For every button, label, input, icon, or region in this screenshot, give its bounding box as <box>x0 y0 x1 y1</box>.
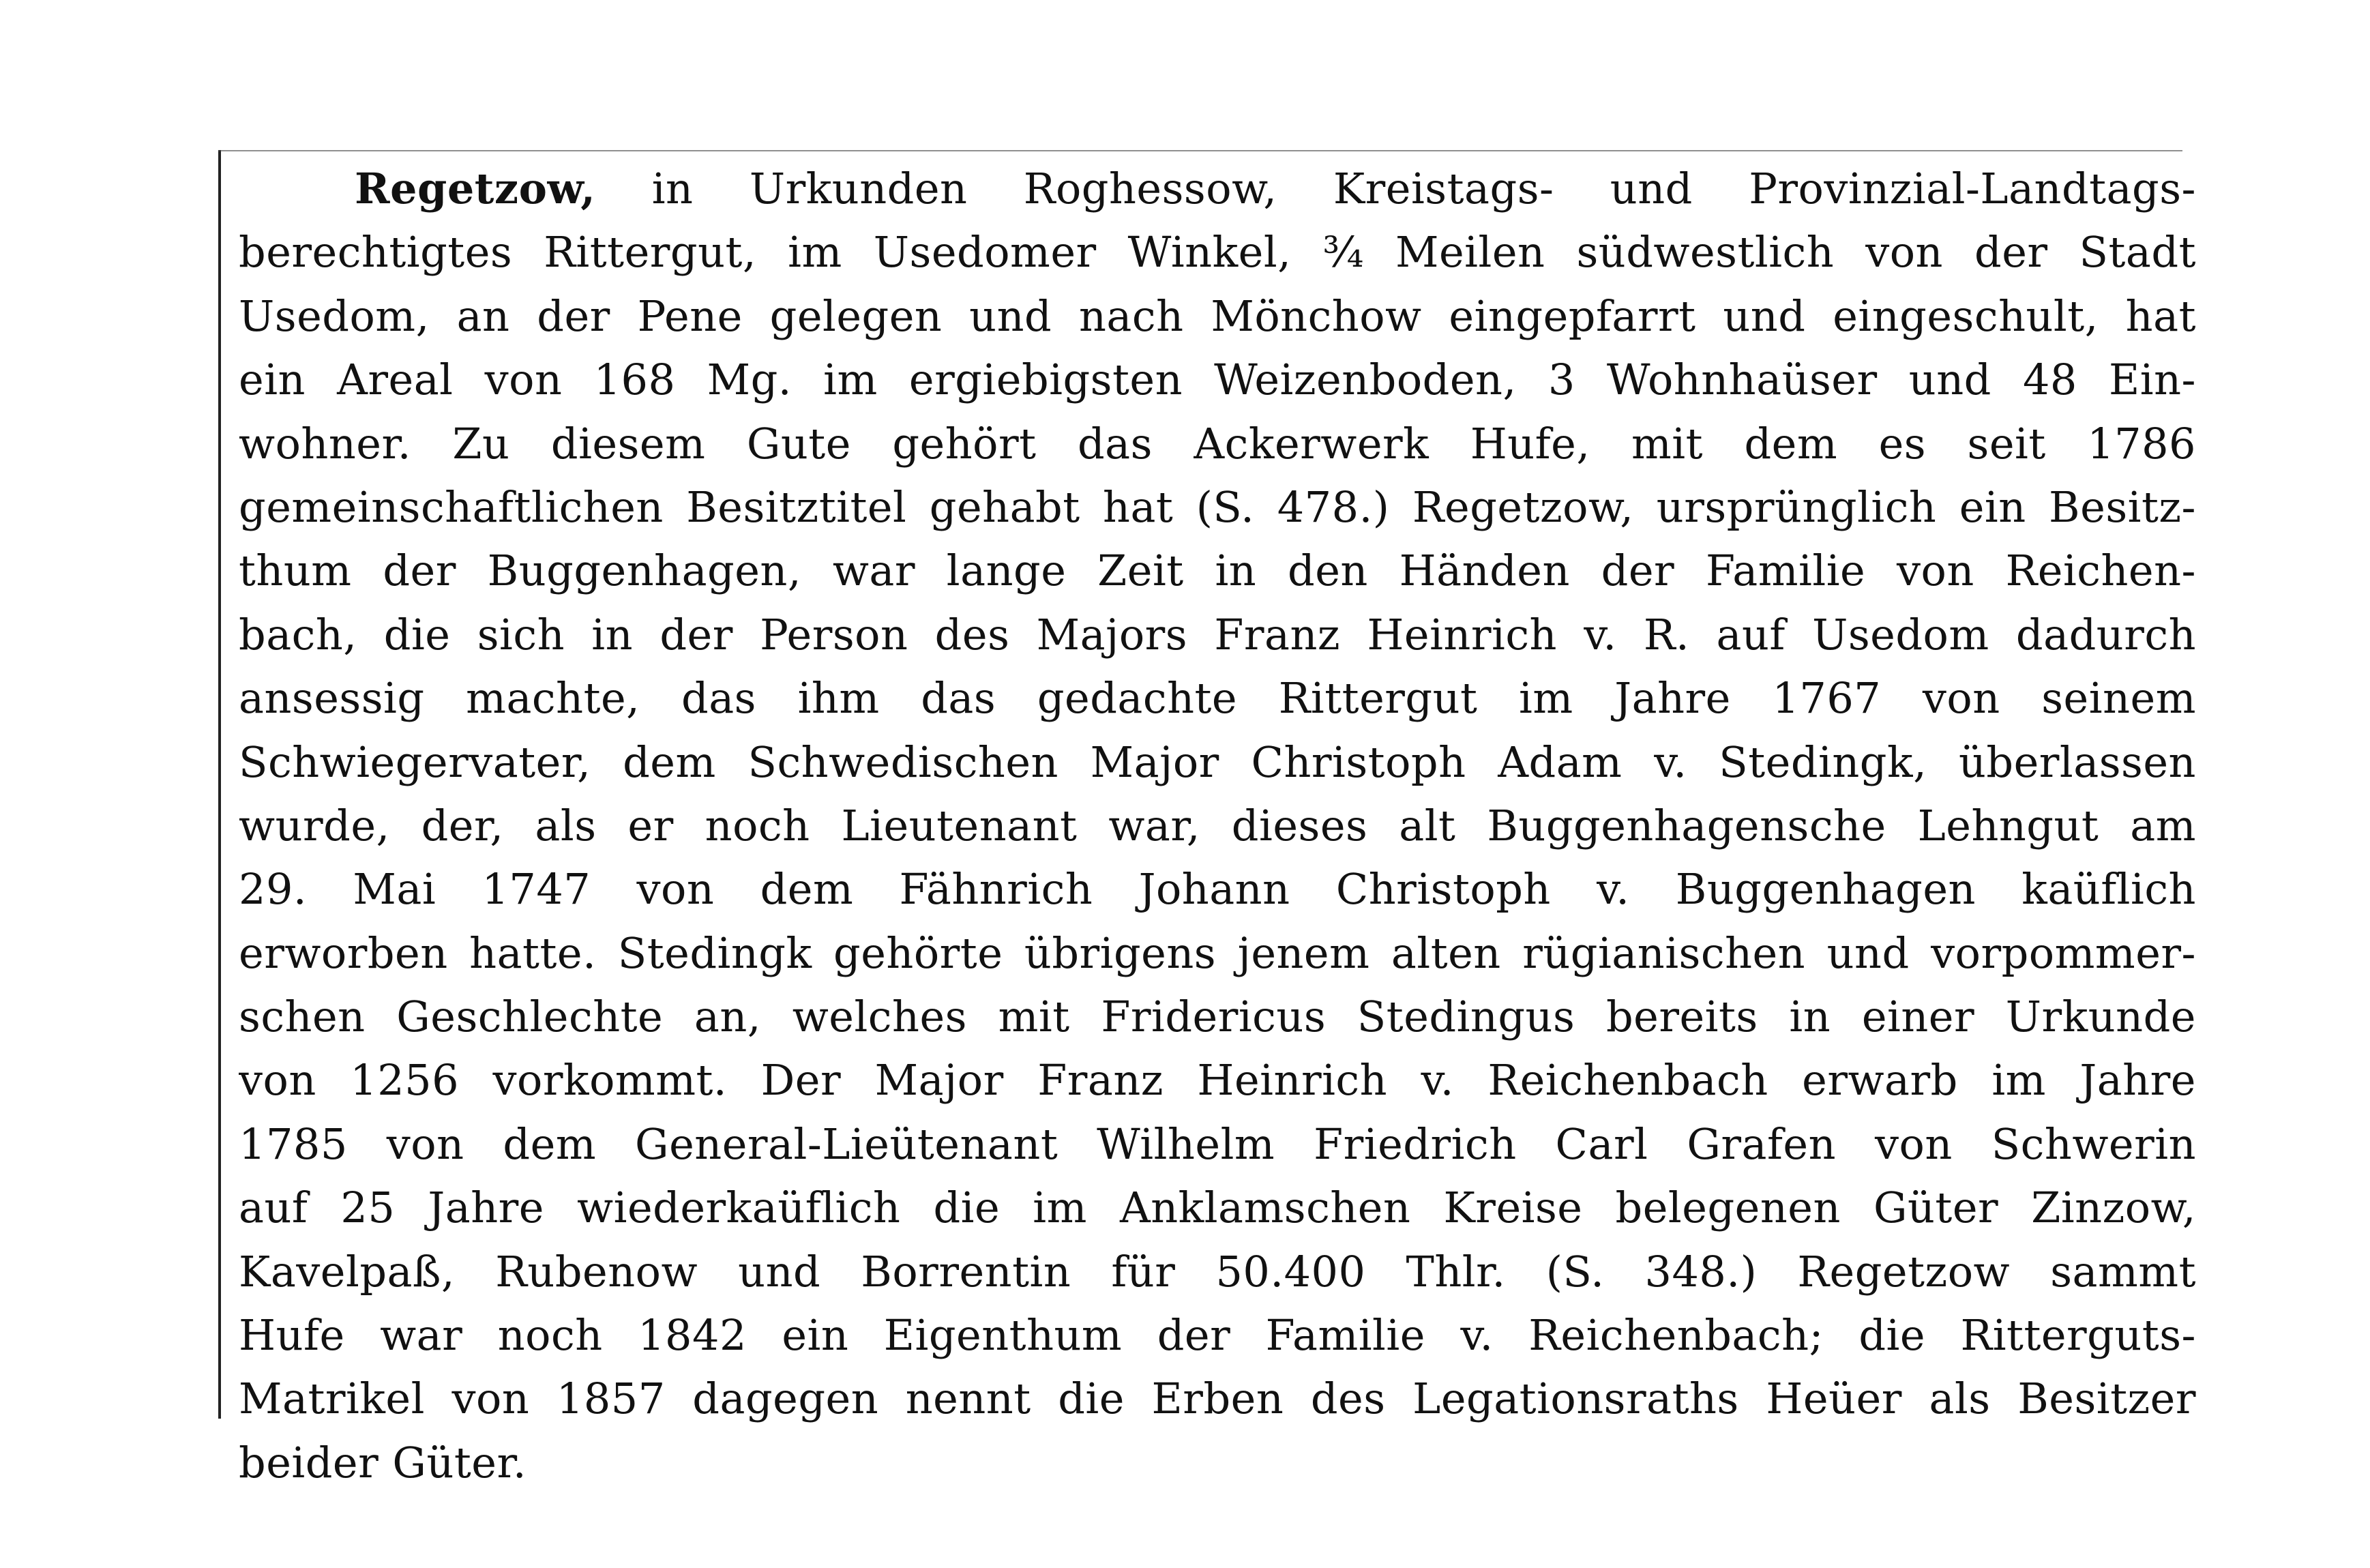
text-line-18: Kavelpaß, Rubenow und Borrentin für 50.400 Thlr. (S. 348.) Regetzow sammt <box>239 1246 2196 1297</box>
text-line-4: ein Areal von 168 Mg. im ergiebigsten Weizenboden, 3 Wohnhaüser und 48 Ein- <box>239 355 2196 405</box>
article-text <box>239 157 2196 1494</box>
text-line-3: Usedom, an der Pene gelegen und nach Mönchow eingepfarrt und eingeschult, hat <box>239 291 2196 341</box>
text-line-15: von 1256 vorkommt. Der Major Franz Heinrich v. Reichenbach erwarb im Jahre <box>239 1055 2196 1106</box>
text-line-12: 29. Mai 1747 von dem Fähnrich Johann Christoph v. Buggenhagen kaüflich <box>239 864 2196 915</box>
text-line-13: erworben hatte. Stedingk gehörte übrigens jenem alten rügianischen und vorpommer- <box>239 928 2196 978</box>
text-line-8: bach, die sich in der Person des Majors Franz Heinrich v. R. auf Usedom dadurch <box>239 609 2196 660</box>
left-margin-rule <box>218 150 221 1419</box>
text-line-9: ansessig machte, das ihm das gedachte Rittergut im Jahre 1767 von seinem <box>239 673 2196 724</box>
text-line-20: Matrikel von 1857 dagegen nennt die Erben des Legationsraths Heüer als Besitzer <box>239 1374 2196 1424</box>
text-line-10: Schwiegervater, dem Schwedischen Major Christoph Adam v. Stedingk, überlassen <box>239 737 2196 787</box>
text-line-6: gemeinschaftlichen Besitztitel gehabt hat (S. 478.) Regetzow, ursprünglich ein Besitz- <box>239 482 2196 532</box>
text-line-1: Regetzow, in Urkunden Roghessow, Kreistags- und Provinzial-Landtags- <box>355 164 2196 213</box>
text-line-5: wohner. Zu diesem Gute gehört das Ackerwerk Hufe, mit dem es seit 1786 <box>239 418 2196 469</box>
top-margin-rule <box>218 150 2182 151</box>
text-line-14: schen Geschlechte an, welches mit Fridericus Stedingus bereits in einer Urkunde <box>239 992 2196 1042</box>
text-line-11: wurde, der, als er noch Lieutenant war, dieses alt Buggenhagensche Lehngut am <box>239 800 2196 850</box>
text-line-21: beider Güter. <box>239 1437 527 1488</box>
text-line-19: Hufe war noch 1842 ein Eigenthum der Familie v. Reichenbach; die Ritterguts- <box>239 1310 2196 1361</box>
text-line-2: berechtigtes Rittergut, im Usedomer Winkel, ¾ Meilen südwestlich von der Stadt <box>239 227 2196 278</box>
text-line-17: auf 25 Jahre wiederkaüflich die im Anklamschen Kreise belegenen Güter Zinzow, <box>239 1183 2196 1233</box>
newspaper-clipping <box>218 136 2196 1488</box>
text-line-16: 1785 von dem General-Lieütenant Wilhelm Friedrich Carl Grafen von Schwerin <box>239 1119 2196 1169</box>
text-line-7: thum der Buggenhagen, war lange Zeit in den Händen der Familie von Reichen- <box>239 546 2196 596</box>
headword: Regetzow, <box>355 164 596 213</box>
